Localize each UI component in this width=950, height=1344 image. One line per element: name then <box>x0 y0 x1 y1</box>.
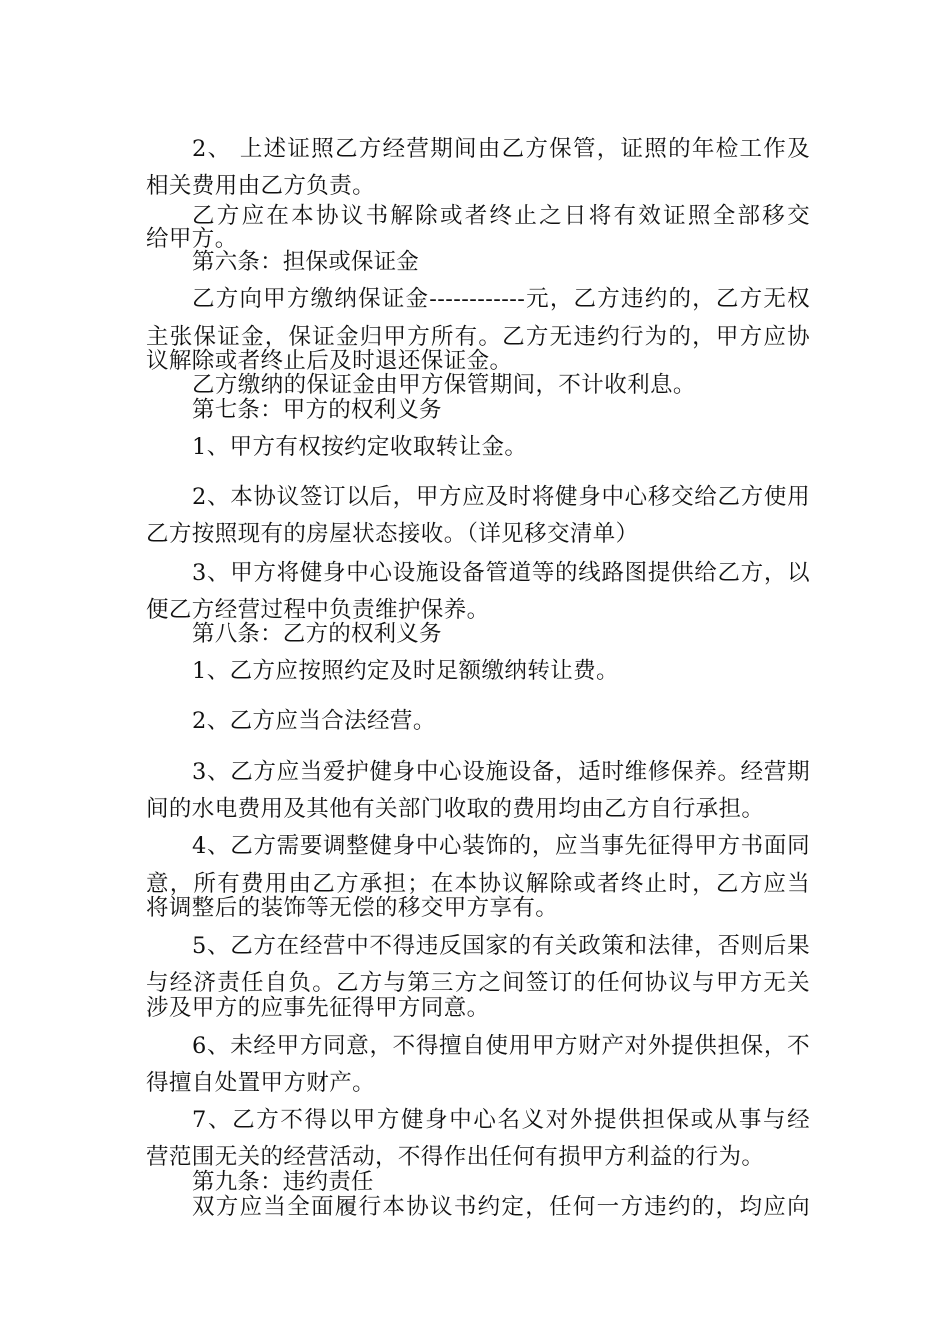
section-heading-7: 第七条：甲方的权利义务 <box>192 397 442 423</box>
clause-8-item-6-line-2: 得擅自处置甲方财产。 <box>146 1070 376 1096</box>
clause-8-item-4-line-2: 意，所有费用由乙方承担；在本协议解除或者终止时，乙方应当 <box>146 871 810 897</box>
clause-7-item-3-line-2: 便乙方经营过程中负责维护保养。 <box>146 597 490 623</box>
clause-8-item-3-line-1: 3、乙方应当爱护健身中心设施设备，适时维修保养。经营期 <box>192 759 810 785</box>
clause-8-item-1: 1、乙方应按照约定及时足额缴纳转让费。 <box>192 658 619 684</box>
clause-6-paragraph-line-1: 乙方向甲方缴纳保证金------------元，乙方违约的，乙方无权 <box>192 286 810 312</box>
clause-8-item-4-line-1: 4、乙方需要调整健身中心装饰的，应当事先征得甲方书面同 <box>192 833 810 859</box>
clause-9-paragraph-line-1: 双方应当全面履行本协议书约定，任何一方违约的，均应向 <box>192 1194 810 1220</box>
clause-5-item-2-line-2: 相关费用由乙方负责。 <box>146 173 376 199</box>
clause-5-item-2-line-1: 2、 上述证照乙方经营期间由乙方保管，证照的年检工作及 <box>192 136 810 162</box>
clause-7-item-1: 1、甲方有权按约定收取转让金。 <box>192 434 528 460</box>
clause-8-item-7-line-2: 营范围无关的经营活动，不得作出任何有损甲方利益的行为。 <box>146 1144 765 1170</box>
clause-8-item-5-line-1: 5、乙方在经营中不得违反国家的有关政策和法律，否则后果 <box>192 933 810 959</box>
section-heading-6: 第六条：担保或保证金 <box>192 249 420 275</box>
clause-8-item-5-line-2: 与经济责任自负。乙方与第三方之间签订的任何协议与甲方无关 <box>146 970 810 996</box>
clause-6-paragraph-2: 乙方缴纳的保证金由甲方保管期间，不计收利息。 <box>192 372 696 398</box>
clause-8-item-3-line-2: 间的水电费用及其他有关部门收取的费用均由乙方自行承担。 <box>146 796 765 822</box>
clause-5-paragraph-line-1: 乙方应在本协议书解除或者终止之日将有效证照全部移交 <box>192 203 810 229</box>
clause-7-item-2-line-1: 2、本协议签订以后，甲方应及时将健身中心移交给乙方使用 <box>192 484 810 510</box>
clause-8-item-2: 2、乙方应当合法经营。 <box>192 708 436 734</box>
clause-5-paragraph-line-2: 给甲方。 <box>146 226 238 252</box>
section-heading-9: 第九条：违约责任 <box>192 1169 374 1195</box>
clause-8-item-4-line-3: 将调整后的装饰等无偿的移交甲方享有。 <box>146 895 559 921</box>
clause-8-item-5-line-3: 涉及甲方的应事先征得甲方同意。 <box>146 995 490 1021</box>
clause-6-paragraph-line-2: 主张保证金，保证金归甲方所有。乙方无违约行为的，甲方应协 <box>146 324 810 350</box>
clause-7-item-2-line-2: 乙方按照现有的房屋状态接收。（详见移交清单） <box>146 521 639 547</box>
clause-6-paragraph-line-3: 议解除或者终止后及时退还保证金。 <box>146 348 513 374</box>
section-heading-8: 第八条：乙方的权利义务 <box>192 621 442 647</box>
clause-8-item-6-line-1: 6、未经甲方同意，不得擅自使用甲方财产对外提供担保，不 <box>192 1033 810 1059</box>
clause-7-item-3-line-1: 3、甲方将健身中心设施设备管道等的线路图提供给乙方，以 <box>192 560 810 586</box>
clause-8-item-7-line-1: 7、乙方不得以甲方健身中心名义对外提供担保或从事与经 <box>192 1107 810 1133</box>
